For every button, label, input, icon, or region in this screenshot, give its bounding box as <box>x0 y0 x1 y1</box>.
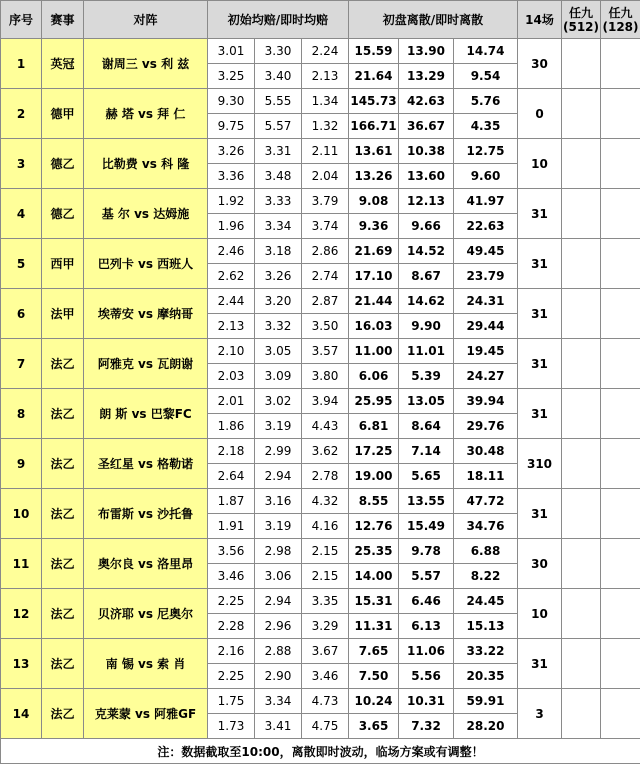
r9-128-cell <box>601 39 640 89</box>
init-odds-cell: 2.25 <box>208 589 255 614</box>
live-dispersion-cell: 21.64 <box>349 64 399 89</box>
table-row <box>1 639 640 664</box>
live-odds-cell: 3.80 <box>302 364 349 389</box>
match-cell: 谢周三 vs 利 兹 <box>84 39 208 89</box>
init-dispersion-cell: 25.95 <box>349 389 399 414</box>
live-dispersion-cell: 18.11 <box>454 464 518 489</box>
table-row <box>1 689 640 714</box>
live-dispersion-cell: 9.36 <box>349 214 399 239</box>
init-dispersion-cell: 41.97 <box>454 189 518 214</box>
live-dispersion-cell: 8.64 <box>399 414 454 439</box>
r9-128-cell <box>601 389 640 439</box>
live-odds-cell: 2.94 <box>255 464 302 489</box>
init-odds-cell: 2.10 <box>208 339 255 364</box>
init-odds-cell: 5.55 <box>255 89 302 114</box>
header-r9-128-line2: (128) <box>601 20 640 34</box>
r9-128-cell <box>601 689 640 739</box>
live-dispersion-cell: 9.90 <box>399 314 454 339</box>
row-index: 3 <box>1 139 42 189</box>
table-row <box>1 189 640 214</box>
match-cell: 巴列卡 vs 西班人 <box>84 239 208 289</box>
init-odds-cell: 3.02 <box>255 389 302 414</box>
init-dispersion-cell: 49.45 <box>454 239 518 264</box>
live-dispersion-cell: 11.31 <box>349 614 399 639</box>
row-index: 12 <box>1 589 42 639</box>
init-dispersion-cell: 13.90 <box>399 39 454 64</box>
row-index: 9 <box>1 439 42 489</box>
live-odds-cell: 3.34 <box>255 214 302 239</box>
live-odds-cell: 3.48 <box>255 164 302 189</box>
r9-128-cell <box>601 289 640 339</box>
r9-512-cell <box>562 539 601 589</box>
live-odds-cell: 3.40 <box>255 64 302 89</box>
league-cell: 英冠 <box>42 39 84 89</box>
init-dispersion-cell: 14.52 <box>399 239 454 264</box>
live-odds-cell: 1.73 <box>208 714 255 739</box>
table-row <box>1 539 640 564</box>
r9-128-cell <box>601 239 640 289</box>
live-dispersion-cell: 29.44 <box>454 314 518 339</box>
live-dispersion-cell: 15.13 <box>454 614 518 639</box>
r9-128-cell <box>601 589 640 639</box>
league-cell: 法乙 <box>42 639 84 689</box>
init-dispersion-cell: 13.55 <box>399 489 454 514</box>
live-dispersion-cell: 24.27 <box>454 364 518 389</box>
live-odds-cell: 2.13 <box>302 64 349 89</box>
r9-512-cell <box>562 689 601 739</box>
league-cell: 法乙 <box>42 589 84 639</box>
row-index: 5 <box>1 239 42 289</box>
init-dispersion-cell: 5.76 <box>454 89 518 114</box>
live-dispersion-cell: 166.71 <box>349 114 399 139</box>
init-odds-cell: 3.57 <box>302 339 349 364</box>
init-dispersion-cell: 11.06 <box>399 639 454 664</box>
match-cell: 南 锡 vs 索 肖 <box>84 639 208 689</box>
init-dispersion-cell: 15.59 <box>349 39 399 64</box>
init-dispersion-cell: 13.61 <box>349 139 399 164</box>
init-dispersion-cell: 19.45 <box>454 339 518 364</box>
live-odds-cell: 2.74 <box>302 264 349 289</box>
live-odds-cell: 1.32 <box>302 114 349 139</box>
init-odds-cell: 2.44 <box>208 289 255 314</box>
init-odds-cell: 2.15 <box>302 539 349 564</box>
league-cell: 法乙 <box>42 689 84 739</box>
live-odds-cell: 2.04 <box>302 164 349 189</box>
r9-512-cell <box>562 139 601 189</box>
table-row <box>1 39 640 64</box>
live-odds-cell: 3.25 <box>208 64 255 89</box>
header-match: 对阵 <box>84 1 208 39</box>
row-index: 10 <box>1 489 42 539</box>
init-dispersion-cell: 24.31 <box>454 289 518 314</box>
live-dispersion-cell: 19.00 <box>349 464 399 489</box>
row-index: 8 <box>1 389 42 439</box>
live-odds-cell: 3.19 <box>255 414 302 439</box>
live-dispersion-cell: 16.03 <box>349 314 399 339</box>
header-row <box>1 1 640 39</box>
init-odds-cell: 3.79 <box>302 189 349 214</box>
live-dispersion-cell: 5.65 <box>399 464 454 489</box>
league-cell: 法乙 <box>42 539 84 589</box>
live-odds-cell: 1.91 <box>208 514 255 539</box>
init-odds-cell: 3.01 <box>208 39 255 64</box>
live-dispersion-cell: 13.26 <box>349 164 399 189</box>
live-odds-cell: 2.25 <box>208 664 255 689</box>
r9-128-cell <box>601 139 640 189</box>
init-odds-cell: 2.11 <box>302 139 349 164</box>
init-odds-cell: 2.18 <box>208 439 255 464</box>
init-odds-cell: 1.34 <box>302 89 349 114</box>
live-dispersion-cell: 5.57 <box>399 564 454 589</box>
pick14-cell: 310 <box>518 439 562 489</box>
init-odds-cell: 2.87 <box>302 289 349 314</box>
live-dispersion-cell: 8.67 <box>399 264 454 289</box>
league-cell: 德甲 <box>42 89 84 139</box>
init-dispersion-cell: 7.65 <box>349 639 399 664</box>
live-dispersion-cell: 15.49 <box>399 514 454 539</box>
init-dispersion-cell: 7.14 <box>399 439 454 464</box>
init-dispersion-cell: 8.55 <box>349 489 399 514</box>
init-odds-cell: 3.56 <box>208 539 255 564</box>
init-dispersion-cell: 6.46 <box>399 589 454 614</box>
live-odds-cell: 2.62 <box>208 264 255 289</box>
live-dispersion-cell: 6.81 <box>349 414 399 439</box>
match-cell: 埃蒂安 vs 摩纳哥 <box>84 289 208 339</box>
init-dispersion-cell: 12.75 <box>454 139 518 164</box>
live-odds-cell: 2.64 <box>208 464 255 489</box>
init-odds-cell: 3.16 <box>255 489 302 514</box>
header-r9-512 <box>562 1 601 39</box>
live-odds-cell: 3.32 <box>255 314 302 339</box>
header-league: 赛事 <box>42 1 84 39</box>
r9-512-cell <box>562 639 601 689</box>
init-dispersion-cell: 11.00 <box>349 339 399 364</box>
init-dispersion-cell: 10.38 <box>399 139 454 164</box>
match-cell: 贝济耶 vs 尼奥尔 <box>84 589 208 639</box>
live-odds-cell: 4.16 <box>302 514 349 539</box>
live-odds-cell: 3.19 <box>255 514 302 539</box>
r9-128-cell <box>601 339 640 389</box>
pick14-cell: 31 <box>518 239 562 289</box>
init-dispersion-cell: 10.24 <box>349 689 399 714</box>
footer-row <box>1 739 640 764</box>
match-cell: 奥尔良 vs 洛里昂 <box>84 539 208 589</box>
init-dispersion-cell: 33.22 <box>454 639 518 664</box>
league-cell: 法乙 <box>42 339 84 389</box>
match-cell: 朗 斯 vs 巴黎FC <box>84 389 208 439</box>
init-odds-cell: 2.24 <box>302 39 349 64</box>
league-cell: 法甲 <box>42 289 84 339</box>
init-dispersion-cell: 39.94 <box>454 389 518 414</box>
init-dispersion-cell: 17.25 <box>349 439 399 464</box>
live-odds-cell: 3.09 <box>255 364 302 389</box>
league-cell: 西甲 <box>42 239 84 289</box>
init-dispersion-cell: 25.35 <box>349 539 399 564</box>
live-dispersion-cell: 5.39 <box>399 364 454 389</box>
live-dispersion-cell: 4.35 <box>454 114 518 139</box>
live-dispersion-cell: 3.65 <box>349 714 399 739</box>
table-row <box>1 589 640 614</box>
init-odds-cell: 3.18 <box>255 239 302 264</box>
row-index: 2 <box>1 89 42 139</box>
init-odds-cell: 2.16 <box>208 639 255 664</box>
init-dispersion-cell: 6.88 <box>454 539 518 564</box>
league-cell: 德乙 <box>42 139 84 189</box>
row-index: 1 <box>1 39 42 89</box>
header-idx: 序号 <box>1 1 42 39</box>
live-dispersion-cell: 14.00 <box>349 564 399 589</box>
match-cell: 克莱蒙 vs 阿雅GF <box>84 689 208 739</box>
init-odds-cell: 1.92 <box>208 189 255 214</box>
live-dispersion-cell: 28.20 <box>454 714 518 739</box>
header-r9-512-line1: 任九 <box>562 6 600 20</box>
league-cell: 法乙 <box>42 439 84 489</box>
init-odds-cell: 9.30 <box>208 89 255 114</box>
pick14-cell: 31 <box>518 189 562 239</box>
live-odds-cell: 4.75 <box>302 714 349 739</box>
live-odds-cell: 4.43 <box>302 414 349 439</box>
init-dispersion-cell: 30.48 <box>454 439 518 464</box>
init-dispersion-cell: 9.08 <box>349 189 399 214</box>
init-dispersion-cell: 10.31 <box>399 689 454 714</box>
header-r9-128 <box>601 1 640 39</box>
live-dispersion-cell: 29.76 <box>454 414 518 439</box>
match-cell: 阿雅克 vs 瓦朗谢 <box>84 339 208 389</box>
r9-512-cell <box>562 439 601 489</box>
r9-512-cell <box>562 239 601 289</box>
live-dispersion-cell: 9.60 <box>454 164 518 189</box>
header-dispersion: 初盘离散/即时离散 <box>349 1 518 39</box>
pick14-cell: 30 <box>518 539 562 589</box>
r9-128-cell <box>601 89 640 139</box>
header-r9-128-line1: 任九 <box>601 6 640 20</box>
init-odds-cell: 3.34 <box>255 689 302 714</box>
row-index: 6 <box>1 289 42 339</box>
live-dispersion-cell: 7.32 <box>399 714 454 739</box>
r9-128-cell <box>601 189 640 239</box>
live-odds-cell: 2.03 <box>208 364 255 389</box>
table-row <box>1 139 640 164</box>
pick14-cell: 0 <box>518 89 562 139</box>
init-odds-cell: 3.30 <box>255 39 302 64</box>
live-dispersion-cell: 6.13 <box>399 614 454 639</box>
pick14-cell: 31 <box>518 639 562 689</box>
init-dispersion-cell: 21.44 <box>349 289 399 314</box>
init-dispersion-cell: 11.01 <box>399 339 454 364</box>
live-odds-cell: 2.13 <box>208 314 255 339</box>
live-odds-cell: 3.50 <box>302 314 349 339</box>
pick14-cell: 3 <box>518 689 562 739</box>
match-cell: 圣红星 vs 格勒诺 <box>84 439 208 489</box>
live-odds-cell: 1.86 <box>208 414 255 439</box>
r9-512-cell <box>562 289 601 339</box>
table-row <box>1 239 640 264</box>
init-dispersion-cell: 145.73 <box>349 89 399 114</box>
footer-note: 注：数据截取至10:00，离散即时波动，临场方案或有调整！ <box>1 739 640 764</box>
r9-128-cell <box>601 489 640 539</box>
live-odds-cell: 3.41 <box>255 714 302 739</box>
live-dispersion-cell: 34.76 <box>454 514 518 539</box>
r9-512-cell <box>562 89 601 139</box>
row-index: 7 <box>1 339 42 389</box>
init-odds-cell: 2.94 <box>255 589 302 614</box>
init-odds-cell: 3.20 <box>255 289 302 314</box>
pick14-cell: 30 <box>518 39 562 89</box>
init-dispersion-cell: 14.62 <box>399 289 454 314</box>
pick14-cell: 31 <box>518 389 562 439</box>
match-cell: 基 尔 vs 达姆施 <box>84 189 208 239</box>
live-odds-cell: 5.57 <box>255 114 302 139</box>
live-odds-cell: 3.46 <box>208 564 255 589</box>
r9-128-cell <box>601 639 640 689</box>
live-dispersion-cell: 8.22 <box>454 564 518 589</box>
header-r9-512-line2: (512) <box>562 20 600 34</box>
live-odds-cell: 2.15 <box>302 564 349 589</box>
table-row <box>1 439 640 464</box>
live-odds-cell: 1.96 <box>208 214 255 239</box>
r9-512-cell <box>562 189 601 239</box>
row-index: 14 <box>1 689 42 739</box>
live-odds-cell: 3.26 <box>255 264 302 289</box>
match-cell: 赫 塔 vs 拜 仁 <box>84 89 208 139</box>
r9-512-cell <box>562 339 601 389</box>
init-dispersion-cell: 15.31 <box>349 589 399 614</box>
r9-128-cell <box>601 439 640 489</box>
init-odds-cell: 4.73 <box>302 689 349 714</box>
r9-512-cell <box>562 489 601 539</box>
init-odds-cell: 3.05 <box>255 339 302 364</box>
live-dispersion-cell: 13.29 <box>399 64 454 89</box>
live-dispersion-cell: 9.66 <box>399 214 454 239</box>
r9-512-cell <box>562 389 601 439</box>
table-row <box>1 389 640 414</box>
init-dispersion-cell: 47.72 <box>454 489 518 514</box>
league-cell: 法乙 <box>42 389 84 439</box>
live-odds-cell: 2.28 <box>208 614 255 639</box>
r9-512-cell <box>562 589 601 639</box>
live-dispersion-cell: 6.06 <box>349 364 399 389</box>
table-row <box>1 339 640 364</box>
live-dispersion-cell: 23.79 <box>454 264 518 289</box>
init-odds-cell: 1.87 <box>208 489 255 514</box>
league-cell: 德乙 <box>42 189 84 239</box>
init-dispersion-cell: 14.74 <box>454 39 518 64</box>
table-row <box>1 489 640 514</box>
init-odds-cell: 3.31 <box>255 139 302 164</box>
header-fourteen: 14场 <box>518 1 562 39</box>
live-dispersion-cell: 36.67 <box>399 114 454 139</box>
init-odds-cell: 2.01 <box>208 389 255 414</box>
live-odds-cell: 3.06 <box>255 564 302 589</box>
live-odds-cell: 9.75 <box>208 114 255 139</box>
init-dispersion-cell: 9.78 <box>399 539 454 564</box>
table-body <box>1 39 640 739</box>
row-index: 13 <box>1 639 42 689</box>
init-odds-cell: 2.46 <box>208 239 255 264</box>
init-odds-cell: 4.32 <box>302 489 349 514</box>
init-dispersion-cell: 59.91 <box>454 689 518 714</box>
pick14-cell: 10 <box>518 139 562 189</box>
init-dispersion-cell: 13.05 <box>399 389 454 414</box>
pick14-cell: 10 <box>518 589 562 639</box>
live-dispersion-cell: 13.60 <box>399 164 454 189</box>
live-odds-cell: 3.36 <box>208 164 255 189</box>
live-dispersion-cell: 5.56 <box>399 664 454 689</box>
live-dispersion-cell: 20.35 <box>454 664 518 689</box>
init-dispersion-cell: 24.45 <box>454 589 518 614</box>
match-cell: 比勒费 vs 科 隆 <box>84 139 208 189</box>
live-dispersion-cell: 9.54 <box>454 64 518 89</box>
init-dispersion-cell: 42.63 <box>399 89 454 114</box>
live-odds-cell: 3.74 <box>302 214 349 239</box>
init-dispersion-cell: 21.69 <box>349 239 399 264</box>
pick14-cell: 31 <box>518 489 562 539</box>
live-dispersion-cell: 12.76 <box>349 514 399 539</box>
live-odds-cell: 2.90 <box>255 664 302 689</box>
init-odds-cell: 2.88 <box>255 639 302 664</box>
init-odds-cell: 3.33 <box>255 189 302 214</box>
init-odds-cell: 2.86 <box>302 239 349 264</box>
init-odds-cell: 2.99 <box>255 439 302 464</box>
init-odds-cell: 3.62 <box>302 439 349 464</box>
init-odds-cell: 3.26 <box>208 139 255 164</box>
init-odds-cell: 3.94 <box>302 389 349 414</box>
table-row <box>1 89 640 114</box>
header-avg-odds: 初始均赔/即时均赔 <box>208 1 349 39</box>
init-odds-cell: 3.35 <box>302 589 349 614</box>
live-odds-cell: 3.29 <box>302 614 349 639</box>
r9-512-cell <box>562 39 601 89</box>
init-odds-cell: 3.67 <box>302 639 349 664</box>
live-dispersion-cell: 22.63 <box>454 214 518 239</box>
league-cell: 法乙 <box>42 489 84 539</box>
init-odds-cell: 1.75 <box>208 689 255 714</box>
live-odds-cell: 2.78 <box>302 464 349 489</box>
match-cell: 布雷斯 vs 沙托鲁 <box>84 489 208 539</box>
pick14-cell: 31 <box>518 339 562 389</box>
init-odds-cell: 2.98 <box>255 539 302 564</box>
live-dispersion-cell: 17.10 <box>349 264 399 289</box>
row-index: 4 <box>1 189 42 239</box>
pick14-cell: 31 <box>518 289 562 339</box>
init-dispersion-cell: 12.13 <box>399 189 454 214</box>
row-index: 11 <box>1 539 42 589</box>
table-row <box>1 289 640 314</box>
r9-128-cell <box>601 539 640 589</box>
live-odds-cell: 3.46 <box>302 664 349 689</box>
live-dispersion-cell: 7.50 <box>349 664 399 689</box>
live-odds-cell: 2.96 <box>255 614 302 639</box>
